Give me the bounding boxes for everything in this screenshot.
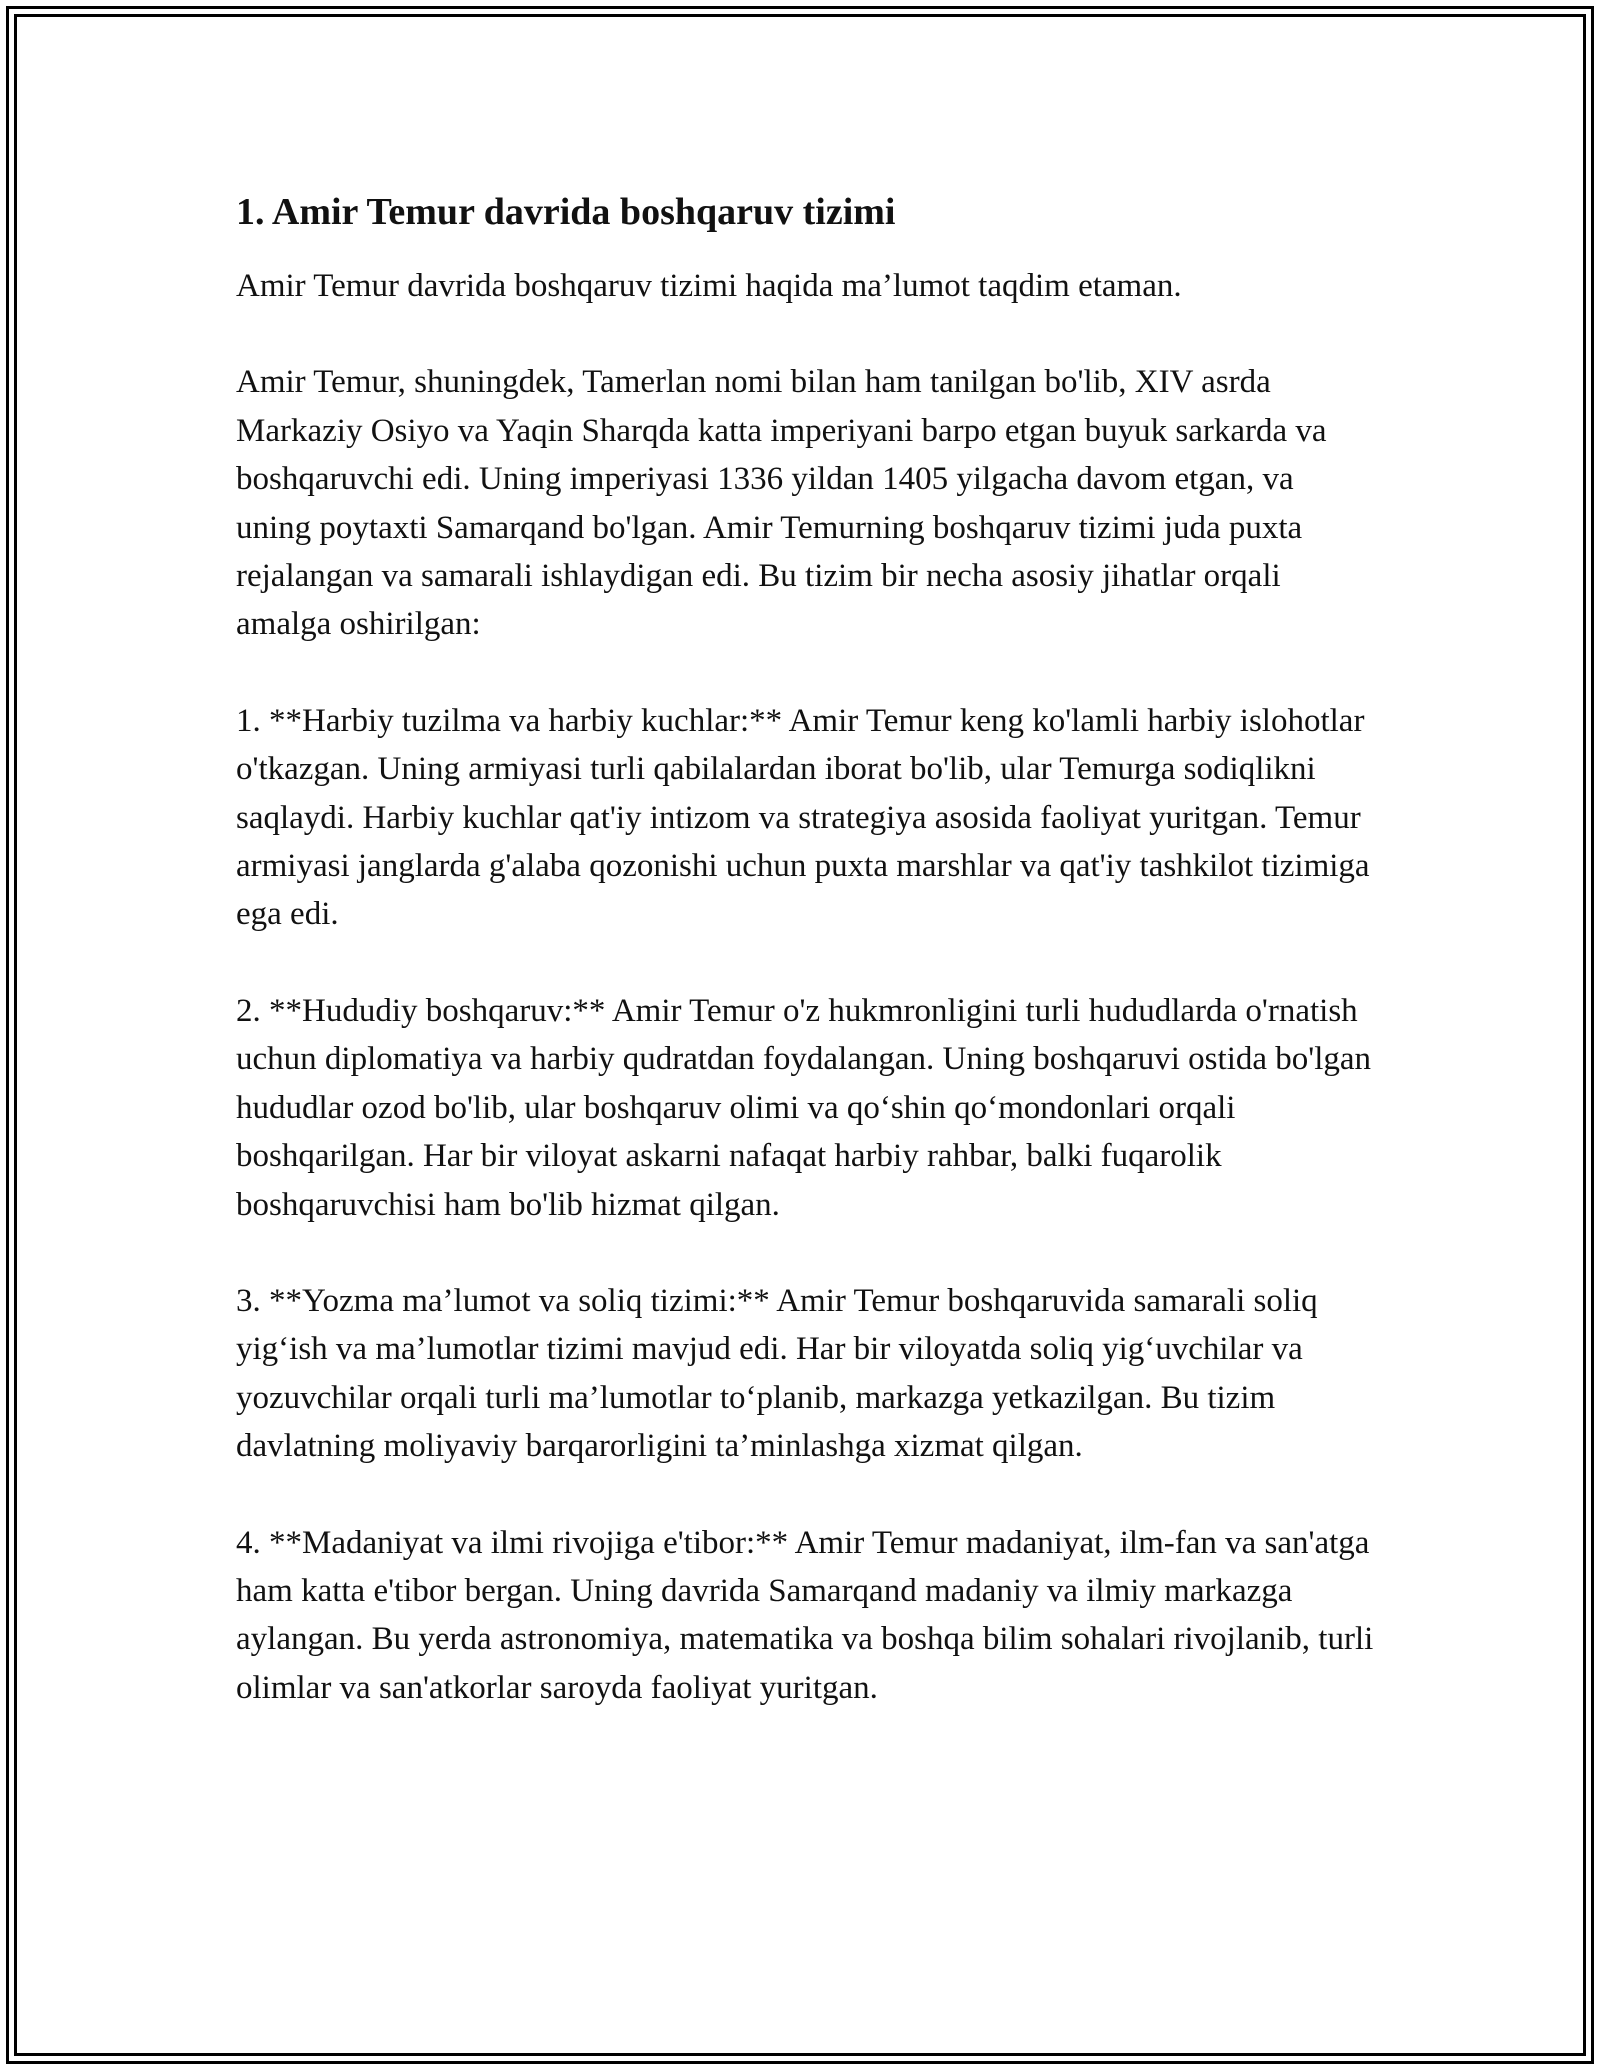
document-heading: 1. Amir Temur davrida boshqaruv tizimi xyxy=(236,191,896,233)
culture-paragraph: 4. **Madaniyat va ilmi rivojiga e'tibor:** Amir Temur madaniyat, ilm-fan va san'atga ham katta e'tibor bergan. Uning davrida Samarqand madaniy va ilmiy markazga aylangan. Bu yerda astronomiya, matematika va boshqa bilim sohalari rivojlanib, turli olimlar va san'atkorlar saroyda faoliyat yuritgan. xyxy=(236,1524,1374,1706)
intro-paragraph: Amir Temur davrida boshqaruv tizimi haqida ma’lumot taqdim etaman. xyxy=(236,268,1182,304)
tax-paragraph: 3. **Yozma ma’lumot va soliq tizimi:** Amir Temur boshqaruvida samarali soliq yig‘ish va ma’lumotlar tizimi mavjud edi. Har bir viloyatda soliq yig‘uvchilar va yozuvchilar orqali turli ma’lumotlar to‘planib, markazga yetkazilgan. Bu tizim davlatning moliyaviy barqarorligini ta’minlashga xizmat qilgan. xyxy=(236,1282,1318,1465)
overview-paragraph: Amir Temur, shuningdek, Tamerlan nomi bilan ham tanilgan bo'lib, XIV asrda Markaziy Osiyo va Yaqin Sharqda katta imperiyani barpo etgan buyuk sarkarda va boshqaruvchi edi. Uning imperiyasi 1336 yildan 1405 yilgacha davom etgan, va uning poytaxti Samarqand bo'lgan. Amir Temurning boshqaruv tizimi juda puxta rejalangan va samarali ishlaydigan edi. Bu tizim bir necha asosiy jihatlar orqali amalga oshirilgan: xyxy=(236,364,1327,643)
military-paragraph: 1. **Harbiy tuzilma va harbiy kuchlar:** Amir Temur keng ko'lamli harbiy islohotlar o'tkazgan. Uning armiyasi turli qabilalardan iborat bo'lib, ular Temurga sodiqlikni saqlaydi. Harbiy kuchlar qat'iy intizom va strategiya asosida faoliyat yuritgan. Temur armiyasi janglarda g'alaba qozonishi uchun puxta marshlar va qat'iy tashkilot tizimiga ega edi. xyxy=(236,702,1370,933)
territorial-paragraph: 2. **Hududiy boshqaruv:** Amir Temur o'z hukmronligini turli hududlarda o'rnatish uchun diplomatiya va harbiy qudratdan foydalangan. Uning boshqaruvi ostida bo'lgan hududlar ozod bo'lib, ular boshqaruv olimi va qo‘shin qo‘mondonlari orqali boshqarilgan. Har bir viloyat askarni nafaqat harbiy rahbar, balki fuqarolik boshqaruvchisi ham bo'lib hizmat qilgan. xyxy=(236,992,1372,1223)
document-body xyxy=(236,186,1376,1760)
